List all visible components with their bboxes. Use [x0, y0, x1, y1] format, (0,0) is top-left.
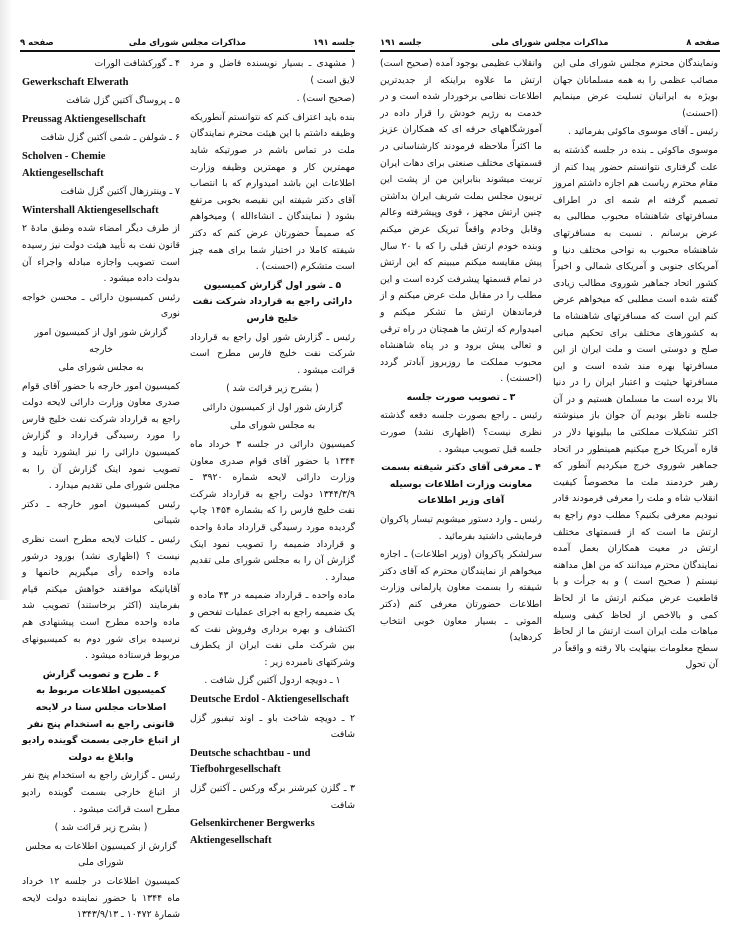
company-name: Deutsche Erdol - Aktiengesellschaft [190, 693, 349, 705]
text-column [553, 56, 718, 676]
paragraph: بنده باید اعتراف کنم که نتوانستم آنطوریکه وظیفه داشتم با این هیئت محترم نمایندگان ملت در تماس باشم در صورتیکه شاید مهمترین کار و مهمترین وظیفه وزارت اطلاعات این باشد امیدوارم که با انتصاب آقای دکتر شیفته این نقیصه بخوبی مرتفع بشود ( نمایندگان ـ انشاءالله ) ومیخواهم که صمیماً حضورتان عرض کنم که دکتر شیفته کاملا در اختیار شما برای همه چیز است متشکرم (احسنت) . [190, 111, 355, 273]
page-number: صفحه ۹ [20, 38, 54, 48]
header-title: مذاکرات مجلس شورای ملی [491, 38, 609, 48]
paragraph: رئیس ـ وارد دستور میشویم تیسار پاکروان فرمایشی داشتید بفرمائید . [380, 514, 542, 542]
paragraph: ونمایندگان محترم مجلس شورای ملی این مصائب عظمی را به همه مسلمانان جهان بویژه به ایرانیان تسلیت عرض مینمایم (احسنت) [553, 58, 718, 119]
section-heading: ۳ ـ تصویب صورت جلسه [406, 391, 516, 403]
text-column [380, 56, 542, 649]
paragraph: کمیسیون امور خارجه با حضور آقای قوام صدری معاون وزارت دارائی لایحه دولت راجع به قرارداد شرکت نفت خلیج فارس را مورد رسیدگی قرارداد و گزارش کمیسیون دارائی را نیز ایشورد تأیید و تصویب نمود اینک گزارش آن را به مجلس شورای ملی تقدیم میدارد . [22, 380, 180, 492]
paragraph: وانقلاب عظیمی بوجود آمده (صحیح است) ارتش ما علاوه براینکه از جدیدترین اطلاعات نظامی برخوردار شده است و در خدمت به رژیم خودش را قرار داده در آموزشگاههای حرفه ای که همکاران عزیز ما اکثراً ملاحظه فرمودند کارشناسانی در قسمتهای مختلف صنعتی برای دهات ایران تربیت میشوند بنابراین من از پشت این تریبون مجلس بملت شریف ایران بداشتن چنین ارتش مجهز ، قوی وپیشرفته وعالم وقابل وخادم واقعاً تبریک عرض میکنم وبنده خودم ارتش قبلی را که با ۲۰ سال پیش مقایسه میکنم میبینم که این ارتش در تمام قسمتها پیشرفت کرده است و این مطلب را در مقابل ملت عرض میکنم و از فرماندهان ارتش ما تشکر میکنم و امیدوارم که ارتش ما همچنان در راه ترقی و تعالی پیش برود و در پناه شاهنشاه محبوب مملکت ما روزبروز آبادتر گردد (احسنت) . [380, 58, 542, 385]
paragraph: کمیسیون اطلاعات در جلسه ۱۲ خرداد ماه ۱۳۴۴ با حضور نماینده دولت لایحه شمارهٔ ۱۰۴۷۲ ـ ۱۳۴۳/۹/۱۳ [22, 875, 181, 921]
paragraph: ۴ ـ گورکشافت الورات [94, 58, 180, 69]
paragraph: رئیس ـ آقای موسوی ماکوئی بفرمائید . [568, 126, 718, 138]
paragraph: رئیس ـ گزارش راجع به استخدام پنج نفر از اتباع خارجی بسمت گوینده رادیو مطرح است قرائت میشود . [22, 770, 180, 815]
company-name: Wintershall Aktiengesellschaft [22, 204, 159, 216]
paragraph: به مجلس شورای ملی [58, 362, 144, 374]
paragraph: ۱ ـ دویچه اردول آکتین گزل شافت . [204, 675, 341, 687]
paragraph: به مجلس شورای ملی [229, 420, 316, 432]
page-header [20, 38, 355, 52]
paragraph: ۲ ـ دویچه شاخت باو ـ اوند تیفبور گزل شافت [190, 712, 355, 741]
paragraph: رئیس ـ کلیات لایحه مطرح است نظری نیست ؟ (اظهاری نشد) بورود درشور ماده واحده رأی میگیریم خانمها و آقایانیکه موافقند خواهش میکنم قیام بفرمایند (اکثر برخاستند) تصویب شد ماده واحده مطرح است پیشنهادی هم نرسیده برای شور دوم به کمیسیونهای مربوط فرستاده میشود . [22, 534, 180, 662]
paragraph: ۵ ـ پروساگ آکتین گزل شافت [66, 95, 180, 107]
paragraph: رئیس ـ گزارش شور اول راجع به قرارداد شرکت نفت خلیج فارس مطرح است قرائت میشود . [190, 331, 355, 376]
section-heading: ۴ ـ معرفی آقای دکتر شیفته بسمت معاونت وزارت اطلاعات بوسیله آقای وزیر اطلاعات [381, 462, 541, 507]
paragraph: ( بشرح زیر قرائت شد ) [226, 383, 319, 395]
paragraph: سرلشکر پاکروان (وزیر اطلاعات) ـ اجازه میخواهم از نمایندگان محترم که آقای دکتر شیفته را بسمت معاون پارلمانی وزارت اطلاعات حضورتان معرفی کنم (دکتر الموتی ـ بسیار معاون خوبی انتخاب کردهاید) [380, 549, 542, 644]
company-name: Gelsenkirchener Bergwerks Aktiengesellschaft [190, 818, 315, 846]
paragraph: گزارش شور اول از کمیسیون امور خارجه [34, 326, 168, 355]
paragraph: رئیس ـ راجع بصورت جلسه دفعه گذشته نظری نیست؟ (اظهاری نشد) صورت جلسه قبل تصویب میشود . [380, 410, 542, 455]
paragraph: کمیسیون دارائی در جلسه ۳ خرداد ماه ۱۳۴۴ با حضور آقای قوام صدری معاون وزارت دارائی لایحه شماره ۳۹۲۰ ـ ۱۳۴۴/۳/۹ دولت راجع به قرارداد شرکت نفت خلیج فارس را که بشماره ۱۴۵۴ چاپ گردیده مورد رسیدگی قرارداد مادهٔ واحده و قرارداد ضمیمه را تصویب نمود اینک گزارش آن را به مجلس شورای ملی تقدیم میدارد . [190, 439, 355, 583]
right-page [365, 0, 730, 671]
company-name: Preussag Aktiengesellschaft [22, 113, 146, 125]
paragraph: ( مشهدی ـ بسیار نویسنده فاضل و مرد لایق است ) [190, 58, 355, 86]
company-name: Scholven - Chemie Aktiengesellschaft [22, 150, 106, 179]
paragraph: ۷ ـ وینترزهال آکتین گزل شافت [60, 186, 180, 198]
section-heading: ۶ ـ طرح و تصویب گزارش کمیسیون اطلاعات مربوط به اصلاحات مجلس سنا در لایحه قانونی راجع به استخدام پنج نفر از اتباع خارجی بسمت گوینده رادیو وابلاغ به دولت [22, 668, 180, 763]
session-number: جلسه ۱۹۱ [313, 38, 355, 48]
left-page [0, 0, 365, 921]
paragraph: (صحیح است) . [296, 93, 355, 105]
paragraph: ۶ ـ شولفن ـ شمی آکتین گزل شافت [40, 132, 180, 144]
paragraph: ماده واحده ـ قرارداد ضمیمه در ۴۳ ماده و یک ضمیمه راجع به اجرای عملیات تفحص و اکتشاف و بهره برداری وفروش نفت که بین شرکت ملی نفت ایران از یکطرف وشرکتهای نامبرده زیر : [190, 590, 355, 668]
paragraph: موسوی ماکوئی ـ بنده در جلسه گذشته به علت گرفتاری نتوانستم حضور پیدا کنم از مقام محترم ریاست هم اجازه داشتم امروز تصمیم گرفته ام شمه ای در اطراف مسافرتهای شاهنشاه محبوب مطالبی به عرض برسانم . نسبت به مسافرتهای شاهنشاه محبوب به نواحی مختلف دنیا و آمریکای جنوبی و آمریکای شمالی و اخیراً کشور اتحاد جماهیر شوروی مطالب زیادی گفته شده است مطلبی که میخواهم عرض کنم این است که مسافرتهای شاهنشاه ما به کشورهای مختلف برای تحکیم مبانی صلح و دوستی است و ملت ایران از این مسافرتها بهره مند شده است و این مسافرتها حیثیت و اعتبار ایران را در دنیا بالا برده است ما مسلمان هستیم و در آن جلسه ناظر بودیم آن جوان باز مینوشته اکثر تشکیلات مملکتی ما بیلیونها دلار در قاره آمریکا خرج میکنیم همینطور در اتحاد جماهیر شوروی خرج میکردیم آنطور که رهبر خردمند ملت ما مخصوصاً کیفیت انقلاب شاه و ملت را معرفی فرمودند قادر نبودیم معرفی بکنیم؟ مطلب دوم راجع به ارتش ما است که از قسمتهای مختلف ارتش در معیت همکاران بعمل آمده نمایندگان محترم میدانند که من اهل مداهنه نیستم ( صحیح است ) و به جرأت و با قاطعیت عرض میکنم ارتش ما از لحاظ کمی و بالاخص از لحاظ کیفی وسیله مباهات ملت ایران است ارتش ما از لحاظ سطح معلومات بینهایت بالا رفته و واقعاً در آن تحول [553, 144, 718, 671]
paragraph: ( بشرح زیر قرائت شد ) [54, 822, 148, 834]
paragraph: از طرف دیگر امضاء شده وطبق مادهٔ ۲ قانون نفت به تأیید هیئت دولت نیز رسیده است تصویب واجازه مبادله واجراء آن بدولت داده میشود . [22, 223, 180, 285]
text-column [22, 56, 180, 926]
paragraph: گزارش از کمیسیون اطلاعات به مجلس شورای ملی [25, 840, 177, 869]
paragraph: گزارش شور اول از کمیسیون دارائی [202, 401, 343, 413]
paragraph: رئیس کمیسیون امور خارجه ـ دکتر شیبانی [22, 498, 180, 527]
section-heading: ۵ ـ شور اول گزارش کمیسیون دارائی راجع به قرارداد شرکت نفت خلیج فارس [192, 279, 353, 324]
company-name: Gewerkschaft Elwerath [22, 76, 129, 88]
paragraph: ۳ ـ گلزن کیرشنر برگه ورکس ـ آکتین گزل شافت [190, 782, 355, 811]
page-number: صفحه ۸ [686, 38, 720, 48]
header-title: مذاکرات مجلس شورای ملی [128, 38, 247, 48]
paragraph: رئیس کمیسیون دارائی ـ محسن خواجه نوری [22, 291, 180, 320]
text-column [190, 56, 355, 851]
company-name: Deutsche schachtbau - und Tiefbohrgesellschaft [190, 747, 311, 776]
page-header [380, 38, 720, 52]
session-number: جلسه ۱۹۱ [380, 38, 422, 48]
